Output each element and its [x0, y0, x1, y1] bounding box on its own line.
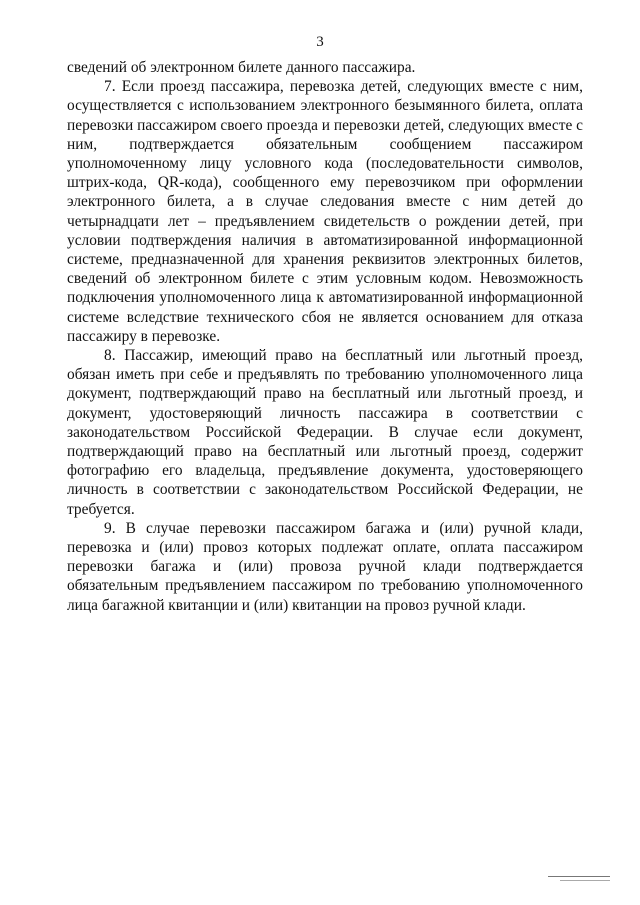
paragraph-7: 7. Если проезд пассажира, перевозка детей, следующих вместе с ним, осуществляется с использованием электронного безымянного билета, оплата перевозки пассажиром своего проезда и перевозки детей, следующих вместе с ним, подтверждается обязательным сообщением пассажиром уполномоченному лицу условного кода (последовательности символов, штрих-кода, QR-кода), сообщенного ему перевозчиком при оформлении электронного билета, а в случае следования вместе с ним детей до четырнадцати лет – предъявлением свидетельств о рождении детей, при условии подтверждения наличия в автоматизированной информационной системе, предназначенной для хранения реквизитов электронных билетов, сведений об электронном билете с этим условным кодом. Невозможность подключения уполномоченного лица к автоматизированной информационной системе вследствие технического сбоя не является основанием для отказа пассажиру в перевозке. [67, 78, 583, 345]
page-number: 3 [316, 34, 324, 50]
document-body [67, 58, 583, 615]
page-edge-mark-secondary [560, 880, 610, 881]
paragraph-9: 9. В случае перевозки пассажиром багажа и (или) ручной клади, перевозка и (или) провоз которых подлежат оплате, оплата пассажиром перевозки багажа и (или) провоза ручной клади подтверждается обязательным предъявлением пассажиром по требованию уполномоченного лица багажной квитанции и (или) квитанции на провоз ручной клади. [67, 519, 583, 614]
page-edge-mark [548, 876, 610, 877]
paragraph-continuation: сведений об электронном билете данного пассажира. [67, 59, 416, 76]
paragraph-8: 8. Пассажир, имеющий право на бесплатный или льготный проезд, обязан иметь при себе и предъявлять по требованию уполномоченного лица документ, подтверждающий право на бесплатный или льготный проезд, и документ, удостоверяющий личность пассажира в соответствии с законодательством Российской Федерации. В случае если документ, подтверждающий право на бесплатный или льготный проезд, содержит фотографию его владельца, предъявление документа, удостоверяющего личность в соответствии с законодательством Российской Федерации, не требуется. [67, 347, 583, 518]
